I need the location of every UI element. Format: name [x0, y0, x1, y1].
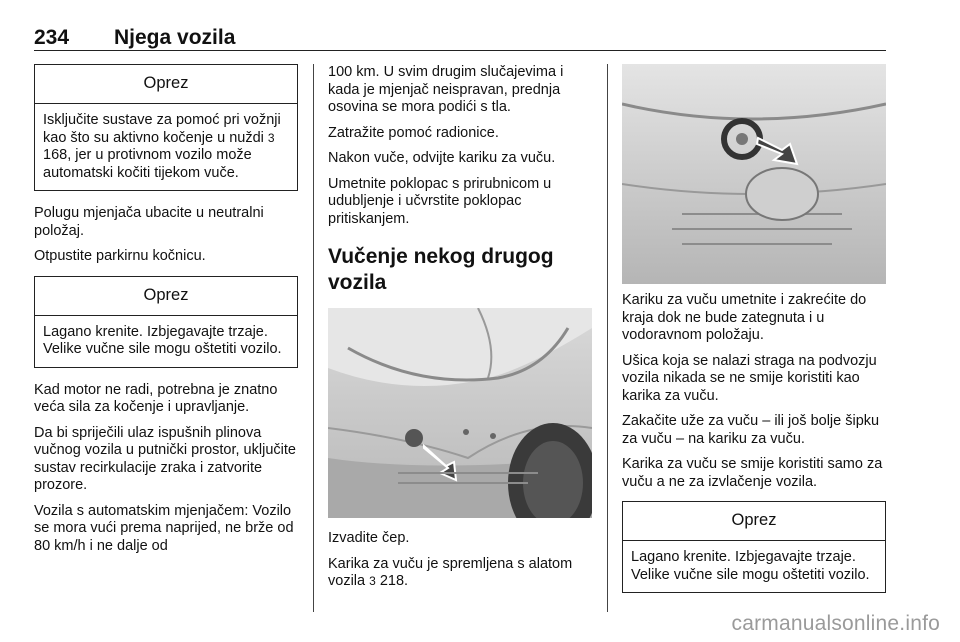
tow-eye-illustration — [622, 64, 886, 284]
paragraph: Izvadite čep. — [328, 530, 410, 546]
column-1 — [34, 64, 298, 563]
paragraph: Polugu mjenjača ubacite u neutralni položaj. — [34, 205, 264, 239]
page-number: 234 — [34, 26, 70, 49]
warning-heading: Oprez — [35, 277, 297, 316]
column-divider-1 — [313, 64, 314, 612]
warning-text-part: 168, jer u protivnom vozilo može automatski kočiti tijekom vuče. — [43, 147, 252, 181]
paragraph-part: Karika za vuču je spremljena s alatom vozila — [328, 555, 573, 589]
cap-removal-illustration — [328, 308, 592, 518]
paragraph — [328, 556, 592, 591]
paragraph: Zatražite pomoć radionice. — [328, 124, 499, 141]
paragraph: Otpustite parkirnu kočnicu. — [34, 248, 206, 264]
paragraph: Karika za vuču se smije koristiti samo za vuču a ne za izvlačenje vozila. — [622, 456, 883, 490]
warning-text-part: Isključite sustave za pomoć pri vožnji kao što su aktivno kočenje u nuždi — [43, 112, 281, 146]
paragraph-part: 218. — [375, 573, 409, 589]
page-header — [34, 24, 886, 50]
paragraph: Da bi spriječili ulaz ispušnih plinova vučnog vozila u putnički prostor, uključite sustav recirkulacije zraka i zatvorite prozore. — [34, 424, 296, 493]
warning-text: Lagano krenite. Izbjegavajte trzaje. Velike vučne sile mogu oštetiti vozilo. — [43, 323, 282, 357]
warning-heading: Oprez — [623, 502, 885, 541]
column-divider-2 — [607, 64, 608, 612]
warning-heading: Oprez — [35, 65, 297, 104]
warning-text: Lagano krenite. Izbjegavajte trzaje. Velike vučne sile mogu oštetiti vozilo. — [631, 549, 870, 583]
column-2 — [328, 64, 592, 599]
page-title: Njega vozila — [114, 26, 236, 49]
paragraph: Vozila s automatskim mjenjačem: Vozilo se mora vući prema naprijed, ne brže od 80 km/h i ne dalje od — [34, 502, 294, 554]
page-reference-icon: 3 — [267, 130, 275, 145]
watermark: carmanualsonline.info — [731, 612, 940, 635]
paragraph: Umetnite poklopac s prirubnicom u udubljenje i učvrstite poklopac pritiskanjem. — [328, 175, 552, 227]
paragraph: Kad motor ne radi, potrebna je znatno veća sila za kočenje i upravljanje. — [34, 381, 278, 415]
column-3 — [622, 64, 886, 607]
warning-text — [35, 104, 297, 190]
page-reference-icon: 3 — [369, 574, 376, 588]
warning-box-3 — [622, 501, 886, 593]
paragraph: 100 km. U svim drugim slučajevima i kada je mjenjač neispravan, prednja osovina se mora podići s tla. — [328, 64, 564, 115]
warning-box-1 — [34, 64, 298, 191]
paragraph: Kariku za vuču umetnite i zakrećite do kraja dok ne bude zategnuta i u vodoravnom položaju. — [622, 292, 867, 343]
header-divider — [34, 50, 886, 51]
paragraph: Nakon vuče, odvijte kariku za vuču. — [328, 150, 556, 166]
paragraph: Ušica koja se nalazi straga na podvozju vozila nikada se ne smije koristiti kao karika za vuču. — [622, 352, 877, 404]
section-heading: Vučenje nekog drugog vozila — [328, 245, 554, 294]
warning-box-2 — [34, 276, 298, 368]
paragraph: Zakačite uže za vuču – ili još bolje šipku za vuču – na kariku za vuču. — [622, 413, 880, 447]
